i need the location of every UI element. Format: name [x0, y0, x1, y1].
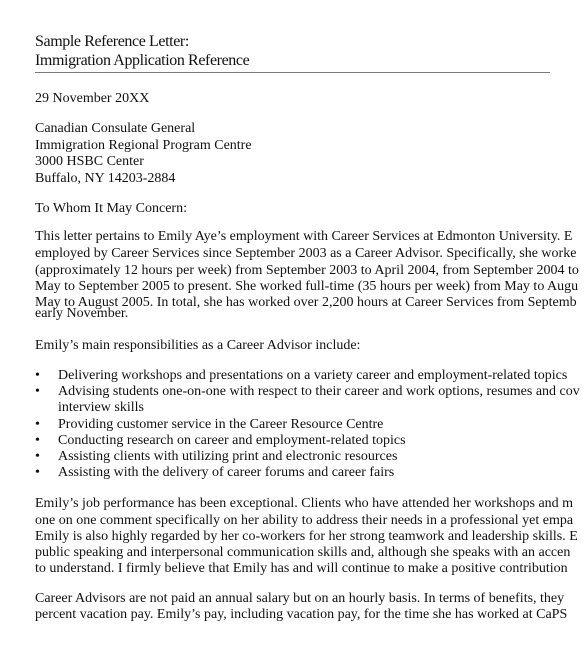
bullet-icon: •	[35, 384, 40, 399]
paragraph-3-line: Career Advisors are not paid an annual salary but on an hourly basis. In terms of benefits, they	[35, 591, 565, 606]
address-line-2: Immigration Regional Program Centre	[35, 138, 252, 153]
responsibility-item: Assisting clients with utilizing print and electronic resources	[58, 449, 398, 464]
responsibility-item: Assisting with the delivery of career forums and career fairs	[58, 465, 395, 480]
paragraph-1-line: early November.	[35, 306, 129, 321]
header-title-line-2: Immigration Application Reference	[35, 52, 250, 69]
bullet-icon: •	[35, 465, 40, 480]
paragraph-1-line: This letter pertains to Emily Aye’s employment with Career Services at Edmonton University. E	[35, 229, 573, 244]
letter-date: 29 November 20XX	[35, 91, 150, 106]
paragraph-2-line: public speaking and interpersonal communication skills and, although she speaks with an accen	[35, 545, 571, 560]
responsibility-item: Advising students one-on-one with respect to their career and work options, resumes and cov	[58, 384, 580, 399]
responsibility-item: Conducting research on career and employment-related topics	[58, 433, 406, 448]
address-line-1: Canadian Consulate General	[35, 121, 196, 136]
address-line-3: 3000 HSBC Center	[35, 154, 144, 169]
responsibility-item-continued: interview skills	[58, 400, 144, 415]
paragraph-1-line: employed by Career Services since September 2003 as a Career Advisor. Specifically, she worke	[35, 246, 577, 261]
bullet-icon: •	[35, 368, 40, 383]
header-title-line-1: Sample Reference Letter:	[35, 33, 189, 50]
paragraph-1-line: (approximately 12 hours per week) from September 2003 to April 2004, from September 2004 to	[35, 263, 579, 278]
paragraph-1-line: May to September 2005 to present. She worked full-time (35 hours per week) from May to Augu	[35, 279, 579, 294]
document-header	[35, 32, 550, 73]
paragraph-2-line: Emily is also highly regarded by her co-workers for her strong teamwork and leadership skills. E	[35, 529, 578, 544]
responsibility-item: Delivering workshops and presentations on a variety career and employment-related topics	[58, 368, 568, 383]
bullet-icon: •	[35, 433, 40, 448]
paragraph-2-line: to understand. I firmly believe that Emily has and will continue to make a positive contribution	[35, 561, 568, 576]
responsibilities-intro: Emily’s main responsibilities as a Career Advisor include:	[35, 338, 361, 353]
address-line-4: Buffalo, NY 14203-2884	[35, 171, 176, 186]
bullet-icon: •	[35, 417, 40, 432]
paragraph-2-line: Emily’s job performance has been exceptional. Clients who have attended her workshops and m	[35, 496, 574, 511]
bullet-icon: •	[35, 449, 40, 464]
paragraph-1-line: May to August 2005. In total, she has worked over 2,200 hours at Career Services from Septemb	[35, 295, 577, 310]
responsibility-item: Providing customer service in the Career Resource Centre	[58, 417, 384, 432]
paragraph-2-line: one on one comment specifically on her ability to address their needs in a professional yet empa	[35, 513, 574, 528]
paragraph-3-line: percent vacation pay. Emily’s pay, including vacation pay, for the time she has worked at CaPS	[35, 607, 568, 622]
salutation: To Whom It May Concern:	[35, 201, 187, 216]
